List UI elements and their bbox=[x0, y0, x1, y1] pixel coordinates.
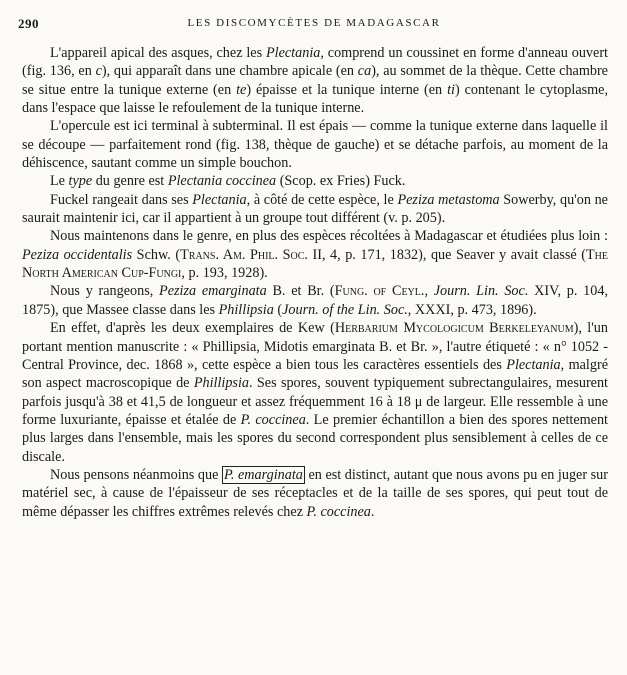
paragraph-genus-type: Le type du genre est Plectania coccinea (Scop. ex Fries) Fuck. bbox=[50, 173, 406, 190]
body-text bbox=[22, 44, 608, 521]
page-header bbox=[18, 16, 610, 34]
paragraph-operculum: L'opercule est ici terminal à subterminal. Il est épais — comme la tunique externe dans laquelle il se découpe — parfaitement rond (fig. 138, thèque de gauche) et se détache parfois, au moment de la déhiscence, sautant comme un simple bouchon. bbox=[22, 118, 608, 172]
boxed-species-name: P. emarginata bbox=[224, 466, 303, 483]
paragraph-emarginata: Nous y rangeons, Peziza emarginata B. et Br. (Fung. of Ceyl., Journ. Lin. Soc. XIV, p. 104, 1875), que Massee classe dans les Phillipsia (Journ. of the Lin. Soc., XXXI, p. 473, 1896). bbox=[22, 283, 608, 318]
paragraph-kew-specimens: En effet, d'après les deux exemplaires de Kew (Herbarium Mycologicum Berkeleyanum), l'un portant mention manuscrite : « Phillipsia, Midotis emarginata B. et Br. », l'autre étiqueté : « n° 1052 - Central Province, dec. 1868 », cette espèce a bien tous les caractères essentiels des Plectania, malgré son aspect macroscopique de Phillipsia. Ses spores, souvent typiquement subrectangulaires, mesurent parfois jusqu'à 38 et 41,5 de longueur et assez fréquemment 16 à 18 μ de largeur. Elle ressemble à une forme luxuriante, épaisse et étalée de P. coccinea. Le premier échantillon a bien des spores nettement plus larges dans l'ensemble, mais les spores du second correspondent plus sensiblement à celles de ce discale. bbox=[22, 320, 608, 465]
page-number: 290 bbox=[18, 16, 39, 31]
paragraph-conclusion: Nous pensons néanmoins que P. emarginata en est distinct, autant que nous avons pu en juger sur matériel sec, à cause de l'épaisseur de ses réceptacles et de la taille de ses spores, qui peut tout de même dépasser les chiffres extrêmes relevés chez P. coccinea. bbox=[22, 466, 608, 520]
paragraph-maintained-species: Nous maintenons dans le genre, en plus des espèces récoltées à Madagascar et étudiées plus loin : Peziza occidentalis Schw. (Trans. Am. Phil. Soc. II, 4, p. 171, 1832), que Seaver y avait classé (The North American Cup-Fungi, p. 193, 1928). bbox=[22, 228, 608, 282]
paragraph-apical-apparatus: L'appareil apical des asques, chez les Plectania, comprend un coussinet en forme d'anneau ouvert (fig. 136, en c), qui apparaît dans une chambre apicale (en ca), au sommet de la thèque. Cette chambre se situe entre la tunique externe (en te) épaisse et la tunique interne (en ti) contenant le cytoplasme, dans l'espace que laisse le refoulement de la tunique interne. bbox=[22, 45, 609, 117]
running-title: LES DISCOMYCÈTES DE MADAGASCAR bbox=[187, 17, 441, 29]
paragraph-fuckel: Fuckel rangeait dans ses Plectania, à côté de cette espèce, le Peziza metastoma Sowerby, qu'on ne saurait maintenir ici, car il appartient à un groupe tout différent (v. p. 205). bbox=[22, 191, 608, 227]
